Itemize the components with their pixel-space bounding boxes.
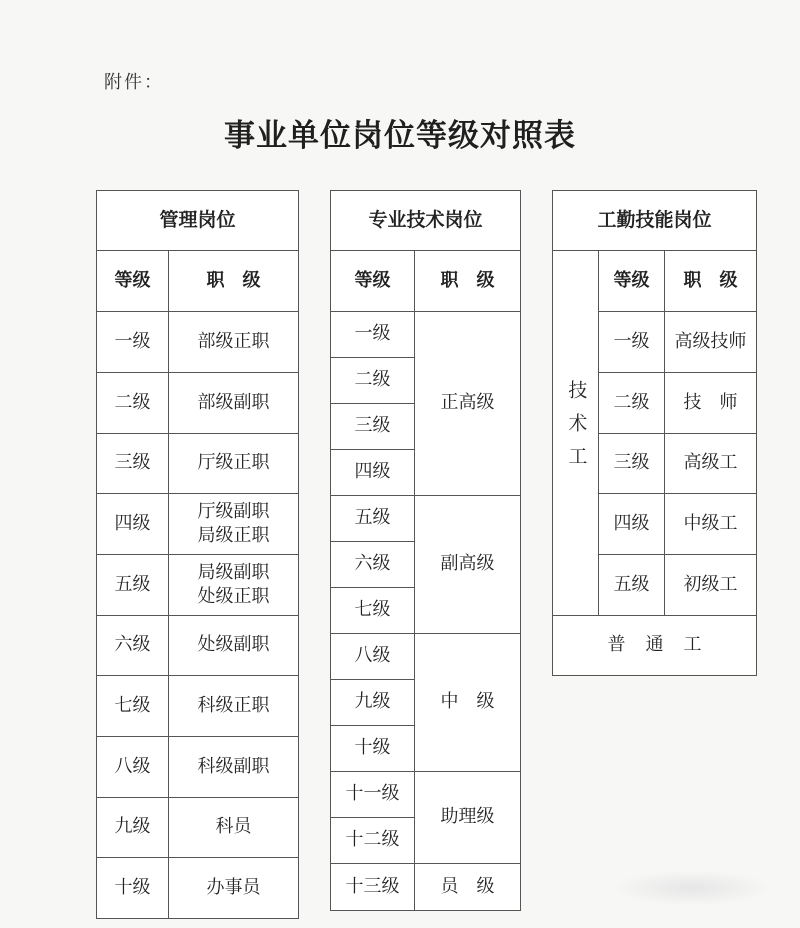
table-row — [97, 494, 299, 555]
level-cell: 五级 — [331, 496, 415, 542]
level-cell: 十三级 — [331, 864, 415, 911]
position-line: 厅级副职 — [197, 500, 270, 522]
management-col-position: 职 级 — [169, 251, 299, 312]
level-cell: 五级 — [97, 555, 169, 616]
skill-worker-cell — [553, 251, 599, 616]
table-row — [97, 434, 299, 494]
position-line: 局级正职 — [197, 525, 270, 546]
position-cell: 中级工 — [665, 494, 757, 555]
level-cell: 九级 — [97, 798, 169, 858]
position-cell: 部级正职 — [169, 312, 299, 373]
technical-header: 专业技术岗位 — [331, 191, 521, 251]
table-row — [97, 798, 299, 858]
worker-col-level: 等级 — [599, 251, 665, 312]
group-cell: 正高级 — [415, 312, 521, 496]
level-cell: 七级 — [97, 676, 169, 737]
level-cell: 九级 — [331, 680, 415, 726]
position-cell: 部级副职 — [169, 373, 299, 434]
level-cell: 七级 — [331, 588, 415, 634]
position-cell: 科员 — [169, 798, 299, 858]
position-line: 局级副职 — [197, 561, 270, 583]
level-cell: 四级 — [97, 494, 169, 555]
management-col-level: 等级 — [97, 251, 169, 312]
level-cell: 十一级 — [331, 772, 415, 818]
page-title: 事业单位岗位等级对照表 — [224, 118, 576, 154]
position-cell: 厅级正职 — [169, 434, 299, 494]
table-row — [97, 616, 299, 676]
level-cell: 三级 — [331, 404, 415, 450]
technical-col-position: 职 级 — [415, 251, 521, 312]
group-cell: 副高级 — [415, 496, 521, 634]
table-row — [97, 676, 299, 737]
worker-table — [552, 190, 757, 676]
level-cell: 五级 — [599, 555, 665, 616]
technical-col-level: 等级 — [331, 251, 415, 312]
group-cell: 中 级 — [415, 634, 521, 772]
general-worker-cell — [553, 616, 757, 676]
position-cell: 科级正职 — [169, 676, 299, 737]
position-cell: 技 师 — [665, 373, 757, 434]
level-cell: 八级 — [97, 737, 169, 798]
level-cell: 三级 — [97, 434, 169, 494]
position-cell: 高级工 — [665, 434, 757, 494]
position-cell — [169, 494, 299, 555]
level-cell: 二级 — [331, 358, 415, 404]
position-cell: 高级技师 — [665, 312, 757, 373]
table-row — [97, 858, 299, 919]
position-line: 处级正职 — [197, 586, 270, 607]
general-worker-label: 普通工 — [607, 634, 722, 656]
worker-header: 工勤技能岗位 — [553, 191, 757, 251]
position-cell: 初级工 — [665, 555, 757, 616]
technical-table — [330, 190, 521, 911]
scan-smudge — [612, 870, 772, 906]
management-header: 管理岗位 — [97, 191, 299, 251]
level-cell: 二级 — [599, 373, 665, 434]
skill-worker-label: 技术工 — [565, 379, 588, 479]
level-cell: 四级 — [331, 450, 415, 496]
level-cell: 一级 — [599, 312, 665, 373]
position-cell: 办事员 — [169, 858, 299, 919]
attachment-label: 附件： — [104, 72, 164, 93]
level-cell: 十级 — [331, 726, 415, 772]
table-row — [97, 312, 299, 373]
management-table — [96, 190, 299, 919]
group-cell: 助理级 — [415, 772, 521, 864]
table-row — [97, 555, 299, 616]
level-cell: 二级 — [97, 373, 169, 434]
position-cell: 处级副职 — [169, 616, 299, 676]
level-cell: 十二级 — [331, 818, 415, 864]
level-cell: 十级 — [97, 858, 169, 919]
group-cell: 员 级 — [415, 864, 521, 911]
level-cell: 三级 — [599, 434, 665, 494]
level-cell: 一级 — [331, 312, 415, 358]
level-cell: 六级 — [331, 542, 415, 588]
table-row — [97, 737, 299, 798]
level-cell: 四级 — [599, 494, 665, 555]
position-cell — [169, 555, 299, 616]
level-cell: 一级 — [97, 312, 169, 373]
worker-col-position: 职 级 — [665, 251, 757, 312]
level-cell: 八级 — [331, 634, 415, 680]
level-cell: 六级 — [97, 616, 169, 676]
table-row — [97, 373, 299, 434]
position-cell: 科级副职 — [169, 737, 299, 798]
